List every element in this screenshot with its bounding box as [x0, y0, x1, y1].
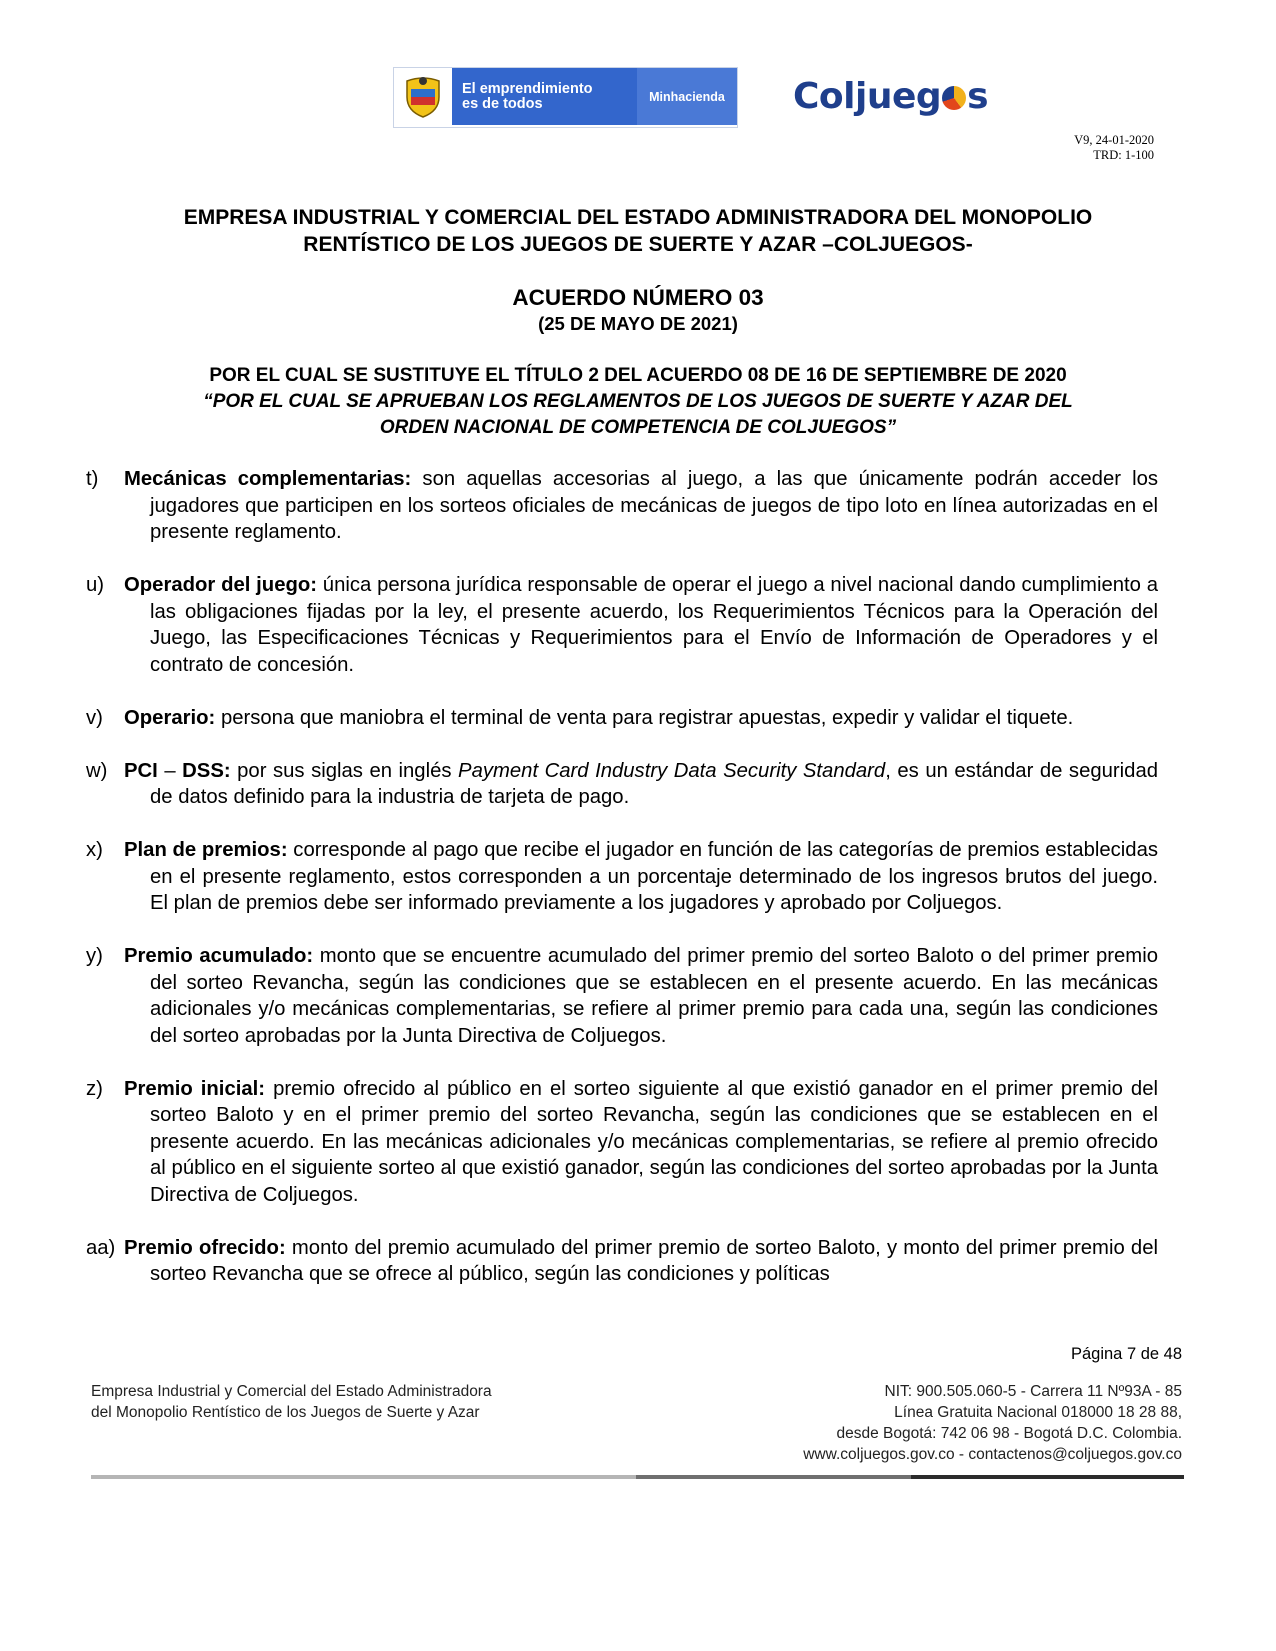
- footer-organization: [91, 1381, 492, 1423]
- acuerdo-date: (25 DE MAYO DE 2021): [538, 313, 738, 334]
- definition-text: monto del premio acumulado del primer premio de sorteo Baloto, y monto del primer premio del sorteo Revancha que se ofrece al público, según las condiciones y políticas: [150, 1236, 1158, 1285]
- org-title-line-2: RENTÍSTICO DE LOS JUEGOS DE SUERTE Y AZAR –COLJUEGOS-: [303, 233, 973, 256]
- slogan-line-2: es de todos: [462, 95, 543, 112]
- definition-term: Mecánicas complementarias:: [124, 468, 412, 490]
- definition-text: monto que se encuentre acumulado del primer premio del sorteo Baloto o del primer premio del sorteo Revancha, según las condiciones que se establecen en el presente acuerdo. En las mecánicas adicionales y/o mecánicas complementarias, se refiere al primer premio para cada una, según las condiciones del sorteo aprobadas por la Junta Directiva de Coljuegos.: [150, 945, 1158, 1047]
- definition-term: Operario:: [124, 706, 216, 729]
- footer-left-line-2: del Monopolio Rentístico de los Juegos de Suerte y Azar: [91, 1404, 480, 1421]
- definition-text-pre: por sus siglas en inglés: [237, 759, 452, 782]
- definition-text: son aquellas accesorias al juego, a las que únicamente podrán acceder los jugadores que participen en los sorteos oficiales de mecánicas de juegos de tipo loto en línea autorizadas en el presente reglamento.: [150, 468, 1159, 543]
- coljuegos-logo: [793, 74, 988, 118]
- definition-term: PCI: [124, 759, 158, 782]
- coat-of-arms-icon: [394, 68, 452, 125]
- definition-text: corresponde al pago que recibe el jugador en función de las categorías de premios establecidas en el presente reglamento, estos corresponden a un porcentaje determinado de los ingresos brutos del juego. El plan de premios debe ser informado previamente a los jugadores y aprobado por Coljuegos.: [150, 839, 1159, 914]
- subject-line-2: “POR EL CUAL SE APRUEBAN LOS REGLAMENTOS DE LOS JUEGOS DE SUERTE Y AZAR DEL: [203, 391, 1073, 412]
- definition-term: Plan de premios:: [124, 839, 288, 861]
- definition-text: persona que maniobra el terminal de venta para registrar apuestas, expedir y validar el tiquete.: [220, 706, 1074, 729]
- definition-term: Premio inicial:: [124, 1077, 266, 1100]
- definition-item: z) Premio inicial: premio ofrecido al público en el sorteo siguiente al que existió ganador en el primer premio del sorteo Baloto y en el primer premio del sorteo Revancha, según las condiciones que se establecen en el presente acuerdo. En las mecánicas adicionales y/o mecánicas complementarias, se refiere al premio ofrecido al público en el siguiente sorteo al que existió ganador, según las condiciones del sorteo aprobadas por la Junta Directiva de Coljuegos.: [86, 1077, 1158, 1206]
- acuerdo-subject: [118, 363, 1158, 441]
- definition-text: única persona jurídica responsable de operar el juego a nivel nacional dando cumplimiento a las obligaciones fijadas por la ley, el presente acuerdo, los Requerimientos Técnicos para la Operación del Juego, las Especificaciones Técnicas y Requerimientos para el Envío de Información de Operadores y el contrato de concesión.: [150, 574, 1158, 676]
- organization-title: [118, 204, 1158, 258]
- definition-term: Operador del juego:: [124, 574, 317, 596]
- acuerdo-title: ACUERDO NÚMERO 03: [512, 285, 764, 310]
- definition-term-2: DSS:: [182, 759, 231, 782]
- definition-term: Premio ofrecido:: [124, 1236, 286, 1259]
- footer-left-line-1: Empresa Industrial y Comercial del Estado Administradora: [91, 1383, 492, 1400]
- definition-text: , es un estándar de seguridad de datos definido para la industria de tarjeta de pago.: [150, 759, 1159, 808]
- slogan-line-1: El emprendimiento: [462, 80, 593, 97]
- trd-code: TRD: 1-100: [1093, 148, 1154, 162]
- definition-item: y) Premio acumulado: monto que se encuentre acumulado del primer premio del sorteo Baloto o del primer premio del sorteo Revancha, según las condiciones que se establecen en el presente acuerdo. En las mecánicas adicionales y/o mecánicas complementarias, se refiere al primer premio para cada una, según las condiciones del sorteo aprobadas por la Junta Directiva de Coljuegos.: [86, 945, 1158, 1047]
- footer-divider: [91, 1475, 1184, 1479]
- brand-dot-icon: [942, 86, 966, 110]
- version-code: V9, 24-01-2020: [1074, 133, 1154, 147]
- definition-item: t) Mecánicas complementarias: son aquellas accesorias al juego, a las que únicamente podrán acceder los jugadores que participen en los sorteos oficiales de mecánicas de juegos de tipo loto en línea autorizadas en el presente reglamento.: [86, 468, 1159, 543]
- definition-text: premio ofrecido al público en el sorteo siguiente al que existió ganador en el primer premio del sorteo Baloto y en el primer premio del sorteo Revancha, según las condiciones que se establecen en el presente acuerdo. En las mecánicas adicionales y/o mecánicas complementarias, se refiere al premio ofrecido al público en el siguiente sorteo al que existió ganador, según las condiciones del sorteo aprobadas por la Junta Directiva de Coljuegos.: [150, 1077, 1158, 1206]
- subject-line-3: ORDEN NACIONAL DE COMPETENCIA DE COLJUEGOS”: [379, 417, 897, 438]
- footer-web-email: www.coljuegos.gov.co - contactenos@coljuegos.gov.co: [803, 1446, 1182, 1463]
- definition-term: Premio acumulado:: [124, 945, 314, 967]
- definition-dash: –: [164, 759, 176, 782]
- gobierno-slogan: [452, 68, 637, 125]
- ministry-label: Minhacienda: [637, 68, 737, 125]
- definition-item: x) Plan de premios: corresponde al pago que recibe el jugador en función de las categorías de premios establecidas en el presente reglamento, estos corresponden a un porcentaje determinado de los ingresos brutos del juego. El plan de premios debe ser informado previamente a los jugadores y aprobado por Coljuegos.: [86, 839, 1159, 914]
- definition-item: u) Operador del juego: única persona jurídica responsable de operar el juego a nivel nacional dando cumplimiento a las obligaciones fijadas por la ley, el presente acuerdo, los Requerimientos Técnicos para la Operación del Juego, las Especificaciones Técnicas y Requerimientos para el Envío de Información de Operadores y el contrato de concesión.: [86, 574, 1158, 676]
- footer-nit: NIT: 900.505.060-5 - Carrera 11 Nº93A - 85: [884, 1383, 1182, 1400]
- document-version: [1074, 133, 1154, 163]
- definition-item: aa) Premio ofrecido: monto del premio acumulado del primer premio de sorteo Baloto, y monto del primer premio del sorteo Revancha que se ofrece al público, según las condiciones y políticas: [86, 1236, 1158, 1285]
- definition-item: v) Operario: persona que maniobra el terminal de venta para registrar apuestas, expedir y validar el tiquete.: [86, 706, 1074, 729]
- page-number: Página 7 de 48: [1070, 1345, 1182, 1363]
- brand-text-left: Coljueg: [793, 75, 942, 117]
- footer-contact: [803, 1381, 1182, 1465]
- definition-english-term: Payment Card Industry Data Security Standard: [458, 759, 886, 782]
- org-title-line-1: EMPRESA INDUSTRIAL Y COMERCIAL DEL ESTADO ADMINISTRADORA DEL MONOPOLIO: [183, 206, 1093, 229]
- definitions-list: [86, 466, 1159, 1314]
- gobierno-logo: [393, 67, 738, 128]
- footer-phone: Línea Gratuita Nacional 018000 18 28 88,: [894, 1404, 1182, 1421]
- subject-line-1: POR EL CUAL SE SUSTITUYE EL TÍTULO 2 DEL ACUERDO 08 DE 16 DE SEPTIEMBRE DE 2020: [209, 365, 1067, 386]
- definition-item: w) PCI – DSS: por sus siglas en inglés Payment Card Industry Data Security Standard, es un estándar de seguridad de datos definido para la industria de tarjeta de pago.: [86, 759, 1159, 808]
- brand-text-right: s: [967, 75, 989, 117]
- footer-bogota-phone: desde Bogotá: 742 06 98 - Bogotá D.C. Colombia.: [836, 1425, 1182, 1442]
